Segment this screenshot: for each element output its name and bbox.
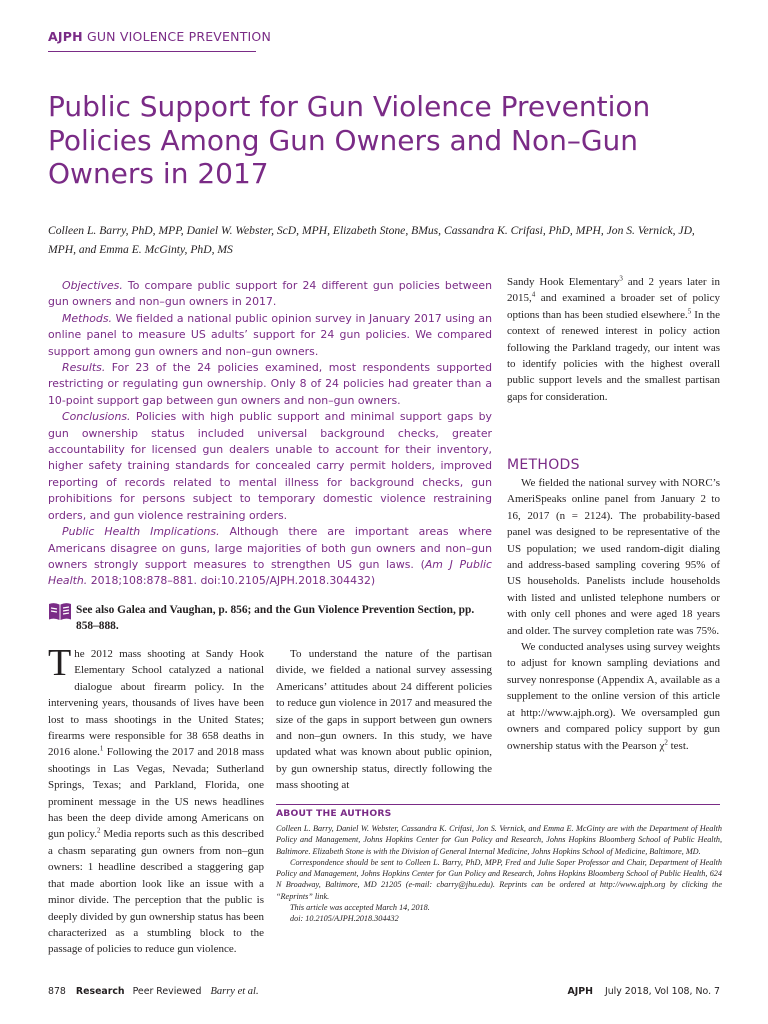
intro-text-a: he 2012 mass shooting at Sandy Hook Elementary School catalyzed a national dialogue about firearm policy. In the intervening years, thousands of lives have been lost to mass shootings in the United States; firearms were responsible for 38 658 deaths in 2016 alone.	[48, 648, 264, 759]
about-rule	[276, 804, 720, 805]
about-authors-text	[276, 823, 722, 925]
abstract-conclusions	[48, 409, 492, 524]
reference-4: 4	[531, 290, 536, 299]
implications-text: Although there are important areas where Americans disagree on guns, large majorities of both gun owners and non–gun owners strongly support measures to strengthen US gun laws. (	[48, 525, 492, 571]
abstract	[48, 278, 492, 590]
reference-3: 3	[619, 274, 623, 283]
results-label: Results.	[62, 361, 106, 375]
conclusions-text: Policies with high public support and minimal support gaps by gun ownership status included universal background checks, greater accountability for licensed gun dealers unable to account for their inventory, higher safety training standards for concealed carry permit holders, improved reporting of records related to mental illness for background checks, gun prohibitions for persons subject to temporary domestic violence restraining orders, and gun violence restraining orders.	[48, 410, 492, 522]
methods-text: We fielded a national public opinion survey in January 2017 using an online panel to measure US adults’ support for 24 gun policies. We compared support among gun owners and non–gun owners.	[48, 311, 492, 358]
peer-reviewed-label: Peer Reviewed	[132, 986, 202, 997]
methods-heading: METHODS	[507, 457, 580, 473]
body-column-3	[507, 274, 720, 405]
continued-text-b: and 2 years later in 2015,	[507, 276, 720, 305]
about-authors-heading: ABOUT THE AUTHORS	[276, 808, 392, 819]
footer-left	[48, 986, 259, 997]
article-doi: doi: 10.2105/AJPH.2018.304432	[290, 914, 399, 924]
objectives-text: To compare public support for 24 different gun policies between gun owners and non–gun owners in 2017.	[48, 279, 492, 309]
journal-name: AJPH	[48, 29, 83, 44]
implications-label: Public Health Implications.	[62, 525, 220, 539]
body-paragraph-continued	[507, 274, 720, 405]
book-icon	[48, 601, 72, 621]
intro-paragraph	[48, 642, 264, 958]
body-paragraph: To understand the nature of the partisan divide, we fielded a national survey assessing Americans’ attitudes about 24 different policies to reduce gun violence in 2017 and measured the size of the gaps in support between gun owners and non–gun owners. In this study, we have updated what was known about public opinion, by gun ownership status, directly following the mass shooting at	[276, 648, 492, 792]
article-title: Public Support for Gun Violence Prevention Policies Among Gun Owners and Non–Gun Owners in 2017	[48, 90, 651, 190]
methods-paragraph-1: We fielded the national survey with NORC’s AmeriSpeaks online panel from January 2 to 16, 2017 (n = 2124). The probability-based panel was designed to be representative of the US population; we used random-digit dialing and address-based sampling covering 95% of US households. Panelists include households with listed and unlisted telephone numbers or with only cell phones and were aged 18 years and older. The survey completion rate was 75%.	[507, 477, 720, 637]
methods-text-b: test.	[667, 739, 689, 752]
correspondence: Correspondence should be sent to Colleen L. Barry, PhD, MPP, Fred and Julie Soper Professor and Chair, Department of Health Policy and Management, Johns Hopkins Center for Gun Policy and Research, Johns Hopkins Bloomberg School of Public Health, 624 N Broadway, Baltimore, MD 21205 (e-mail: cbarry@jhu.edu). Reprints can be ordered at http://www.ajph.org by clicking the “Reprints” link.	[276, 857, 722, 901]
continued-text-a: Sandy Hook Elementary	[507, 276, 620, 288]
body-column-2	[276, 646, 492, 794]
chi-square-superscript: 2	[664, 737, 668, 746]
page-number: 878	[48, 986, 66, 997]
abstract-results	[48, 360, 492, 409]
results-text: For 23 of the 24 policies examined, most respondents supported restricting or regulating gun ownership. Only 8 of 24 policies had greater than a 10-point support gap between gun owners and non–gun owners.	[48, 361, 492, 407]
methods-text-a: We conducted analyses using survey weights to adjust for known sampling deviations and survey nonresponse (Appendix A, available as a supplement to the online version of this article at http://www.ajph.org). We oversampled gun owners and compared policy support by gun ownership status with the Pearson χ	[507, 641, 720, 752]
footer-section: Research	[75, 986, 125, 997]
header-rule	[48, 51, 256, 52]
citation-journal: Am J Public Health.	[48, 557, 492, 588]
drop-cap: T	[48, 642, 72, 684]
continued-text-c: and examined a broader set of policy options than has been studied elsewhere.	[507, 292, 720, 321]
acceptance-date: This article was accepted March 14, 2018.	[290, 903, 430, 913]
abstract-implications	[48, 524, 492, 590]
reference-5: 5	[687, 307, 692, 316]
intro-text-b: Following the 2017 and 2018 mass shootings in Las Vegas, Nevada; Sutherland Springs, Texas; and Parkland, Florida, one prominent message in the US news headlines has been the deep divide among Americans on gun policy.	[48, 746, 264, 841]
reference-1: 1	[99, 744, 104, 753]
abstract-methods	[48, 311, 492, 360]
footer-issue: July 2018, Vol 108, No. 7	[604, 986, 720, 997]
running-header	[48, 29, 271, 44]
citation-doi: 2018;108:878–881. doi:10.2105/AJPH.2018.304432)	[87, 574, 376, 588]
conclusions-label: Conclusions.	[62, 410, 131, 424]
methods-paragraph-2	[507, 639, 720, 754]
reference-2: 2	[96, 826, 101, 835]
see-also-note: See also Galea and Vaughan, p. 856; and the Gun Violence Prevention Section, pp. 858–888.	[76, 604, 475, 632]
author-affiliations: Colleen L. Barry, Daniel W. Webster, Cassandra K. Crifasi, Jon S. Vernick, and Emma E. McGinty are with the Department of Health Policy and Management, Johns Hopkins Center for Gun Policy and Research, Johns Hopkins Bloomberg School of Public Health, Baltimore. Elizabeth Stone is with the Division of General Internal Medicine, Johns Hopkins School of Medicine, Baltimore, MD.	[276, 824, 722, 856]
intro-text-c: Media reports such as this described a chasm separating gun owners from non–gun owners: 1 headline described a staggering gap that made abortion look like an issue with a minor divide. The perception that the public is deeply divided by gun ownership status has been characterized as a stumbling block to the passage of policies to reduce gun violence.	[48, 828, 264, 956]
section-name: GUN VIOLENCE PREVENTION	[86, 29, 272, 44]
abstract-objectives	[48, 278, 492, 311]
methods-section	[507, 475, 720, 754]
continued-text-d: In the context of renewed interest in policy action following the Parkland tragedy, our intent was to identify policies with the highest overall public support levels and the smallest partisan gaps for consideration.	[507, 308, 720, 403]
methods-label: Methods.	[62, 311, 112, 325]
body-column-1	[48, 642, 264, 958]
footer-author: Barry et al.	[210, 986, 259, 997]
objectives-label: Objectives.	[62, 279, 123, 292]
author-list: Colleen L. Barry, PhD, MPP, Daniel W. Webster, ScD, MPH, Elizabeth Stone, BMus, Cassandra K. Crifasi, PhD, MPH, Jon S. Vernick, JD, MPH, and Emma E. McGinty, PhD, MS	[48, 224, 695, 256]
footer-journal: AJPH	[567, 986, 593, 997]
footer-right	[568, 986, 721, 997]
